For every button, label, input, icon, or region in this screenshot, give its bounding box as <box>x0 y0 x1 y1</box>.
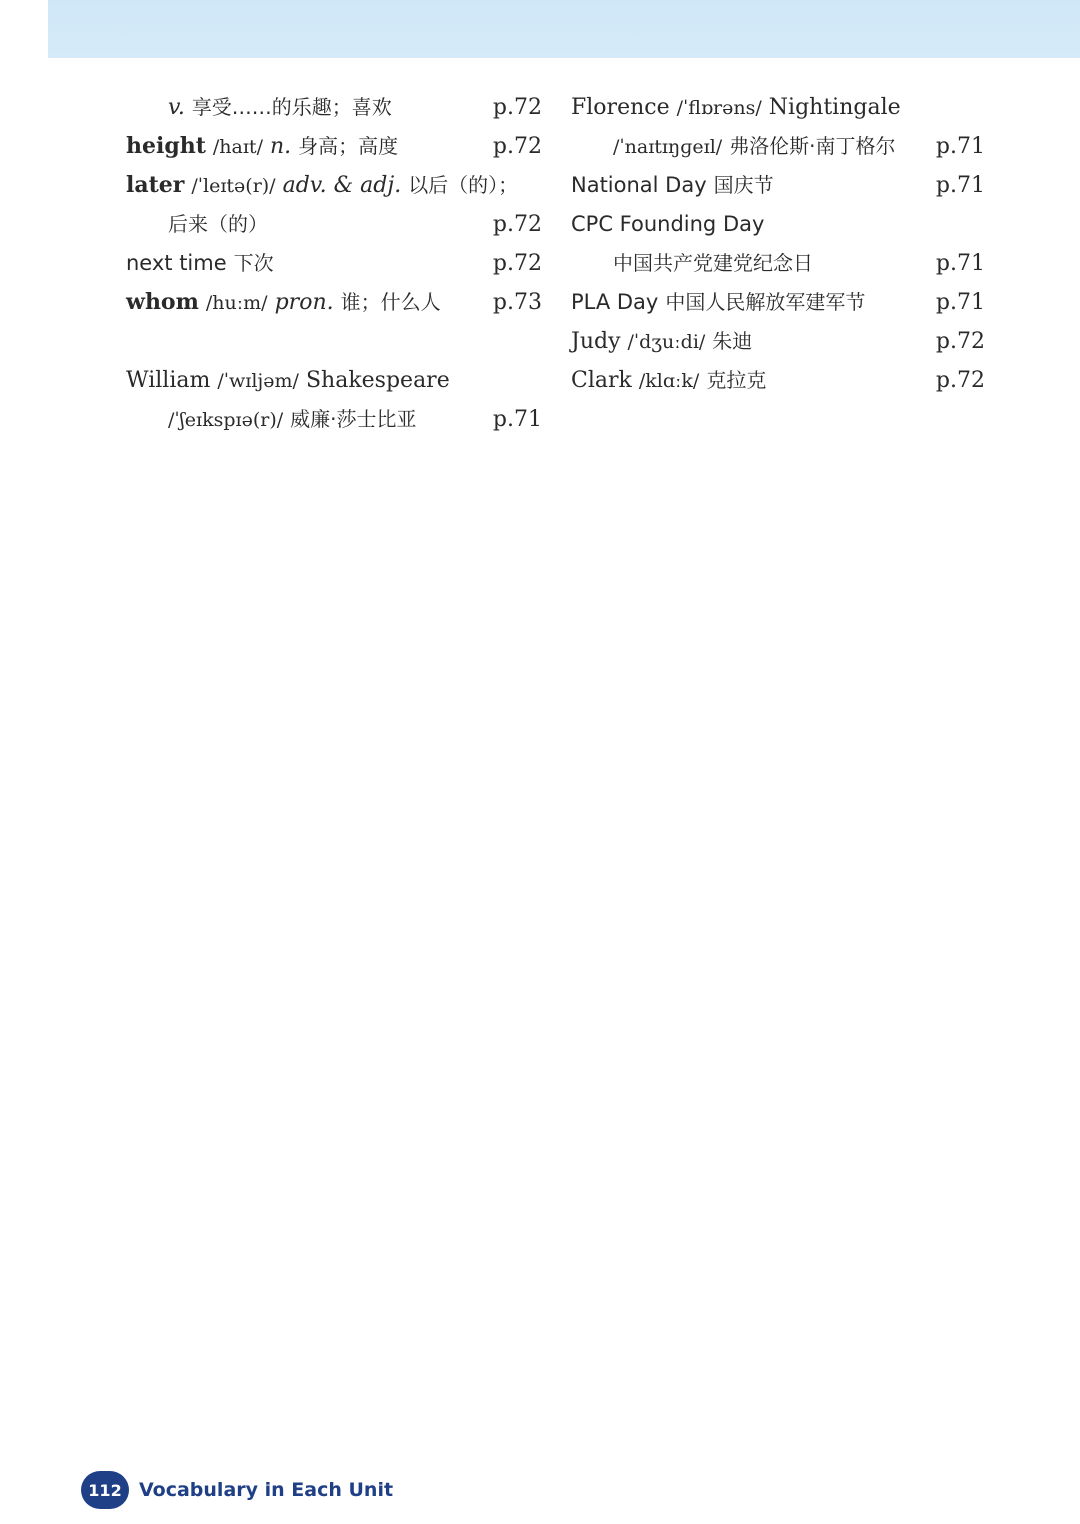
vocab-phonetic: /klɑːk/ <box>638 370 700 392</box>
vocab-part-of-speech: v. <box>168 95 185 120</box>
vocab-meaning: 享受……的乐趣；喜欢 <box>191 95 392 119</box>
vocab-page-ref: p.71 <box>935 173 985 198</box>
vocab-meaning: 以后（的）； <box>408 173 519 197</box>
vocab-entry-text <box>126 88 392 127</box>
vocab-meaning: 身高；高度 <box>298 134 399 158</box>
vocab-word: next time <box>126 251 227 275</box>
vocab-meaning: 国庆节 <box>713 173 774 197</box>
vocab-page-ref: p.72 <box>492 251 542 276</box>
page-number-badge: 112 <box>81 1471 129 1509</box>
vocab-word: Florence <box>571 95 670 120</box>
vocab-entry <box>571 127 985 166</box>
vocab-word: Judy <box>571 329 621 354</box>
vocab-phonetic: /ˈwɪljəm/ <box>217 370 299 392</box>
vocab-entry <box>126 322 542 361</box>
vocab-page-ref: p.72 <box>935 329 985 354</box>
vocab-entry <box>126 283 542 322</box>
vocab-entry <box>571 88 985 127</box>
vocab-meaning: 中国共产党建党纪念日 <box>613 251 813 275</box>
vocab-word: Clark <box>571 368 632 393</box>
vocab-meaning: 下次 <box>233 251 274 275</box>
vocab-part-of-speech: adv. & adj. <box>282 173 402 198</box>
vocab-entry <box>571 322 985 361</box>
vocab-page-ref: p.72 <box>935 368 985 393</box>
vocab-entry-text <box>126 283 441 323</box>
header-band <box>48 0 1080 58</box>
vocab-meaning: 克拉克 <box>706 368 767 392</box>
vocab-entry <box>126 244 542 283</box>
vocab-meaning: 谁；什么人 <box>340 290 441 314</box>
vocab-page-ref: p.71 <box>492 407 542 432</box>
vocab-entry <box>571 244 985 283</box>
vocab-entry-text <box>571 88 901 128</box>
vocab-entry-text <box>126 166 518 206</box>
vocab-meaning: 威廉·莎士比亚 <box>290 407 417 431</box>
vocab-phonetic: /ˈflɒrəns/ <box>676 97 762 119</box>
vocab-entry-text <box>571 244 813 283</box>
vocab-word: CPC Founding Day <box>571 212 765 236</box>
vocab-entry-text <box>571 322 752 362</box>
vocab-column-left <box>126 88 542 439</box>
vocab-page-ref: p.71 <box>935 251 985 276</box>
vocab-meaning: Shakespeare <box>305 368 450 393</box>
vocab-phonetic: /ˈdʒuːdi/ <box>627 331 706 353</box>
footer-title: Vocabulary in Each Unit <box>139 1479 394 1501</box>
vocab-phonetic: /ˈnaɪtɪŋɡeɪl/ <box>613 136 723 158</box>
vocab-entry <box>126 166 542 205</box>
vocab-entry-text <box>571 283 865 322</box>
vocab-entry <box>571 361 985 400</box>
page-footer <box>81 1470 393 1510</box>
vocab-meaning: 朱迪 <box>712 329 753 353</box>
vocab-entry-text <box>126 244 274 283</box>
vocab-part-of-speech: pron. <box>274 290 334 315</box>
vocab-word: later <box>126 172 185 198</box>
vocab-page-ref: p.73 <box>492 290 542 315</box>
vocab-word: National Day <box>571 173 707 197</box>
vocab-page-ref: p.72 <box>492 95 542 120</box>
vocab-page-ref: p.72 <box>492 134 542 159</box>
vocab-phonetic: /huːm/ <box>205 292 268 314</box>
vocab-meaning: 弗洛伦斯·南丁格尔 <box>729 134 896 158</box>
vocab-column-right <box>571 88 985 400</box>
vocab-entry <box>126 205 542 244</box>
vocab-word: height <box>126 133 206 159</box>
vocab-entry-text <box>126 205 268 244</box>
vocab-entry <box>571 205 985 244</box>
vocab-part-of-speech: n. <box>269 134 292 159</box>
vocab-word: William <box>126 368 211 393</box>
vocab-phonetic: /ˈʃeɪkspɪə(r)/ <box>168 409 284 431</box>
vocab-entry-text <box>126 361 450 401</box>
vocab-entry <box>571 166 985 205</box>
vocab-word: PLA Day <box>571 290 659 314</box>
vocab-word: whom <box>126 289 199 315</box>
vocab-meaning: 后来（的） <box>168 212 268 236</box>
vocab-entry-text <box>571 361 766 401</box>
vocab-phonetic: /ˈleɪtə(r)/ <box>191 175 276 197</box>
vocab-entry <box>126 400 542 439</box>
vocab-phonetic: /haɪt/ <box>212 136 263 158</box>
vocab-entry <box>571 283 985 322</box>
vocab-entry-text <box>571 205 764 244</box>
vocab-entry-text <box>126 127 398 167</box>
vocab-entry-text <box>126 400 417 440</box>
vocab-page-ref: p.71 <box>935 134 985 159</box>
vocab-entry <box>126 88 542 127</box>
vocab-page-ref: p.71 <box>935 290 985 315</box>
vocab-entry-text <box>571 166 774 205</box>
vocab-meaning: Nightingale <box>768 95 901 120</box>
vocab-page-ref: p.72 <box>492 212 542 237</box>
vocab-entry-text <box>571 127 896 167</box>
vocab-entry <box>126 127 542 166</box>
vocab-entry <box>126 361 542 400</box>
vocab-meaning: 中国人民解放军建军节 <box>665 290 866 314</box>
